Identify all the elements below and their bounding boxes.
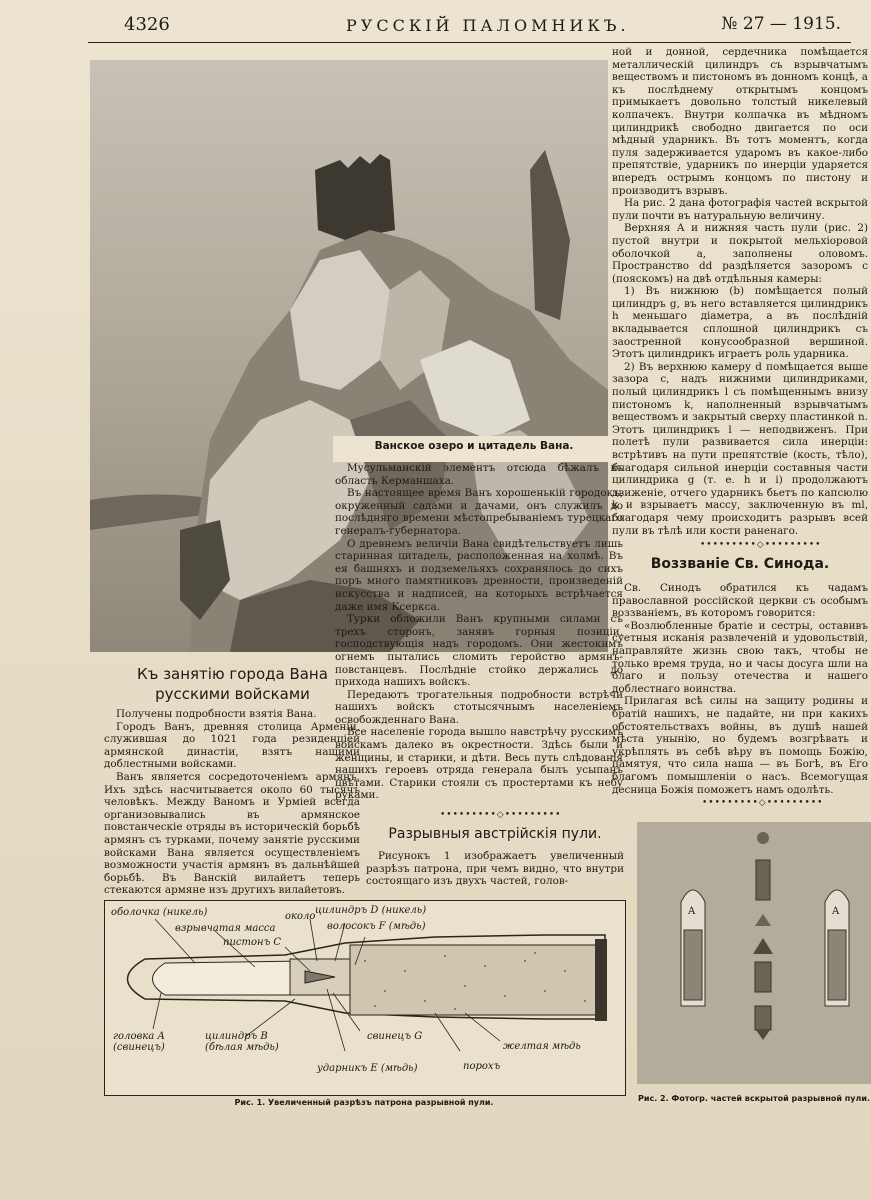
paragraph: Въ настоящее время Ванъ хорошенькій городокъ, окруженный садами и дачами, онъ служилъ до послѣдняго времени мѣстопребываніемъ турецкаго генералъ-губернатора. [335, 487, 623, 537]
journal-title: РУССКІЙ ПАЛОМНИКЪ. [346, 16, 630, 35]
label-piston: пистонъ С [223, 937, 282, 948]
ornament-divider: •••••••••◇••••••••• [440, 810, 562, 820]
figure-2-photo [637, 822, 871, 1084]
middle-column-top [335, 462, 623, 802]
label-udarnik: ударникъ Е (мѣдь) [317, 1063, 418, 1074]
paragraph: Верхняя А и нижняя часть пули (рис. 2) пустой внутри и покрытой мельхіоровой оболочкой а, заполнены оловомъ. Пространство dd раздѣляется зазоромъ с (пояскомъ) на двѣ отдѣльныя камеры: [612, 222, 868, 285]
label-cyl-d: цилиндръ D (никель) [315, 905, 427, 916]
label-a-left: A [688, 906, 696, 917]
figure-1-cartridge-diagram [104, 900, 626, 1096]
paragraph: О древнемъ величіи Вана свидѣтельствуетъ лишь старинная цитадель, расположенная на холмѣ. Въ ея башняхъ и подземельяхъ сохранялось до сихъ поръ много памятниковъ древности, произведеній искусства и надписей, на которыхъ встрѣчается даже имя Ксеркса. [335, 537, 623, 613]
paragraph: Все населеніе города вышло навстрѣчу русскимъ войскамъ далеко въ окрестности. Здѣсь были и женщины, и старики, и дѣти. Весь путь слѣдованія нашихъ героевъ отряда генерала былъ усыпанъ цвѣтами. Старики стояли съ простертами къ небу руками. [335, 726, 623, 802]
ornament-divider: •••••••••◇••••••••• [700, 540, 822, 550]
paragraph: На рис. 2 дана фотографія частей вскрытой пули почти въ натуральную величину. [612, 197, 868, 222]
paragraph: 1) Въ нижнюю (b) помѣщается полый цилиндръ g, въ него вставляется цилиндрикъ h меньшаго діаметра, а въ послѣдній вкладывается сплошной цилиндрикъ съ заостренной конусообразной вершиной. Этотъ цилиндрикъ играетъ роль ударника. [612, 285, 868, 361]
photo-caption: Ванское озеро и цитадель Вана. [374, 440, 574, 452]
label-cyl-b: цилиндръ В (бѣлая мѣдь) [205, 1031, 279, 1053]
paragraph: Св. Синодъ обратился къ чадамъ православной россійской церкви съ особымъ воззваніемъ, въ которомъ говорится: [612, 582, 868, 620]
paragraph: Городъ Ванъ, древняя столица Арменіи, служившая до 1021 года резиденціей армянской династіи, взятъ нашими доблестными войсками. [104, 720, 360, 771]
figure-1-caption: Рис. 1. Увеличенный разрѣзъ патрона разрывной пули. [234, 1098, 494, 1107]
page-number: 4326 [124, 14, 170, 35]
paragraph: 2) Въ верхнюю камеру d помѣщается выше зазора с, надъ нижними цилиндриками, полый цилиндрикъ l съ помѣщеннымъ внизу пистономъ k, наполненный взрывчатымъ веществомъ и закрытый сверху пластинкой n. Этотъ цилиндрикъ l — неподвиженъ. При полетѣ пули развивается сила инерціи: встрѣтивъ на пути препятствіе (кость, тѣло), благодаря сильной инерціи составныя части цилиндрика g (т. е. h и i) продолжаютъ движеніе, отчего ударникъ бьетъ по капсюлю k и взрываетъ массу, заключенную въ ml, благодаря чему происходитъ разрывъ всей пули въ тѣлѣ или кости раненаго. [612, 360, 868, 537]
paragraph: Ванъ является сосредоточеніемъ армянъ. Ихъ здѣсь насчитывается около 60 тысячъ человѣкъ. Между Ваномъ и Урміей всегда организовывались въ армянское повстанческіе отряды въ историческій борьбѣ армянъ съ турками, почему занятіе русскими войсками Вана является осуществленіемъ возможности участія армянъ въ дальнѣйшей борьбѣ. Въ Ванскій вилайетъ теперь стекаются армяне изъ другихъ вилайетовъ. [104, 770, 360, 897]
label-poroh: порохъ [463, 1061, 501, 1072]
issue-number: № 27 — 1915. [721, 14, 841, 34]
label-obolochka: оболочка (никель) [111, 907, 208, 918]
right-column-bottom [612, 582, 868, 796]
paragraph: Передаютъ трогательныя подробности встрѣчи нашихъ войскъ стотысячнымъ населеніемъ освобожденнаго Вана. [335, 688, 623, 726]
label-okolo: около [285, 911, 316, 922]
paragraph: «Возлюбленные братіе и сестры, оставивъ суетныя исканія развлеченій и удовольствій, направляйте жизнь свою такъ, чтобы не только время труда, но и часы досуга шли на благо и пользу отечества и нашего доблестнаго воинства. [612, 619, 868, 695]
figure-2-caption: Рис. 2. Фотогр. частей вскрытой разрывной пули. [638, 1094, 870, 1103]
paragraph: Получены подробности взятія Вана. [116, 708, 317, 720]
label-volosok: волосокъ F (мѣдь) [327, 921, 426, 932]
middle-column-bottom [366, 850, 624, 888]
paragraph: Турки обложили Ванъ крупными силами съ трехъ сторонъ, занявъ горныя позиціи, господствующія надъ городомъ. Они жестокимъ огнемъ пытались сломить геройство армянъ-повстанцевъ. Послѣдніе стойко держались до прихода нашихъ войскъ. [335, 613, 623, 689]
van-article-heading: Къ занятію города Вана русскими войсками [137, 665, 328, 703]
label-svinets: свинецъ G [367, 1031, 423, 1042]
synod-heading: Воззваніе Св. Синода. [650, 556, 830, 572]
paragraph: Рисунокъ 1 изображаетъ увеличенный разрѣзъ патрона, при чемъ видно, что внутри состоящаго изъ двухъ частей, голов- [366, 850, 624, 888]
paragraph: ной и донной, сердечника помѣщается металлическій цилиндръ съ взрывчатымъ веществомъ и пистономъ въ донномъ концѣ, а къ послѣднему открытымъ концомъ примыкаетъ довольно толстый никелевый колпачекъ. Внутри колпачка въ мѣдномъ цилиндрикѣ свободно двигается по оси мѣдный ударникъ. Въ тотъ моментъ, когда пуля задерживается ударомъ въ какое-либо препятствіе, ударникъ по инерціи ударяется впередъ острымъ концомъ по пистону и производитъ взрывъ. [612, 46, 868, 197]
label-a-right: A [832, 906, 840, 917]
right-column-top [612, 46, 868, 537]
ornament-divider: •••••••••◇••••••••• [702, 798, 824, 808]
label-vzryvchataya: взрывчатая масса [175, 923, 276, 934]
paragraph: Мусульманскій элементъ отсюда бѣжалъ въ область Керманшаха. [335, 462, 623, 487]
label-zheltaya: желтая мѣдь [503, 1041, 581, 1052]
bullets-article-heading: Разрывныя австрійскія пули. [388, 826, 602, 842]
page-header [88, 8, 851, 43]
left-column [104, 708, 360, 897]
label-golovka: головка А (свинецъ) [113, 1031, 165, 1053]
paragraph: Прилагая всѣ силы на защиту родины и братій нашихъ, не падайте, ни при какихъ обстоятельствахъ войны, въ душѣ нашей мѣста унынію, но будемъ возгрѣвать и укрѣплять въ себѣ вѣру въ помощь Божію, памятуя, что сила наша — въ Богѣ, въ Его благомъ помышленіи о насъ. Всемогущая десница Божія поможетъ намъ одолѣть. [612, 695, 868, 796]
